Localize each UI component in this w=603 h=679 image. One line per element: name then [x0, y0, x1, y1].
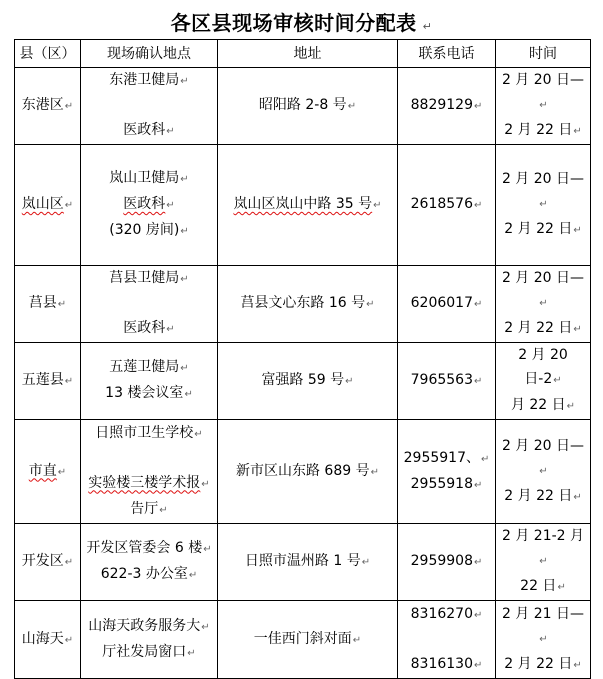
address-cell-text: 日照市温州路 1 号 [244, 553, 361, 569]
header-address: 地址 [218, 40, 398, 68]
address-cell-text: 一佳西门斜对面 [253, 630, 352, 647]
county-cell [15, 68, 81, 145]
paragraph-mark-icon: ↵ [573, 126, 582, 137]
blank-line [83, 447, 215, 471]
header-county: 县（区） [15, 40, 81, 68]
paragraph-mark-icon: ↵ [539, 100, 548, 111]
header-time: 时间 [496, 40, 591, 68]
time-cell-text: 月 22 日 [510, 397, 566, 413]
paragraph-mark-icon: ↵ [347, 101, 357, 112]
phone-cell [398, 68, 496, 145]
time-cell-text: 2 月 20 日-2 [518, 347, 568, 387]
address-cell [218, 343, 398, 420]
paragraph-mark-icon: ↵ [57, 466, 67, 478]
blank-line [83, 292, 215, 316]
paragraph-mark-icon: ↵ [366, 299, 375, 310]
phone-cell [398, 145, 496, 266]
paragraph-mark-icon: ↵ [370, 466, 379, 478]
paragraph-mark-icon: ↵ [194, 428, 203, 440]
county-cell [15, 266, 81, 343]
site-cell-text: 东港卫健局 [109, 72, 180, 88]
paragraph-mark-icon: ↵ [345, 376, 354, 387]
paragraph-mark-icon: ↵ [553, 375, 562, 386]
county-cell-text: 东港区 [21, 97, 64, 113]
paragraph-mark-icon: ↵ [473, 101, 483, 112]
county-cell-text: 岚山区 [21, 196, 64, 212]
site-cell-text: 岚山卫健局 [109, 170, 180, 186]
paragraph-mark-icon: ↵ [64, 101, 74, 112]
paragraph-mark-icon: ↵ [361, 557, 371, 568]
paragraph-mark-icon: ↵ [180, 76, 189, 87]
site-cell-text: 实验楼三楼学术报 [88, 474, 201, 491]
paragraph-mark-icon: ↵ [473, 557, 483, 568]
phone-cell-text: 2959908 [410, 553, 473, 569]
page-title [0, 7, 603, 36]
phone-cell-text: 8316130 [410, 655, 473, 672]
site-cell-text: 五莲卫健局 [109, 359, 180, 375]
paragraph-mark-icon: ↵ [539, 556, 548, 567]
time-cell [496, 145, 591, 266]
site-cell [81, 420, 218, 524]
site-cell-text: 山海天政务服务大 [88, 617, 201, 634]
address-cell [218, 524, 398, 601]
address-cell [218, 145, 398, 266]
paragraph-mark-icon: ↵ [539, 298, 548, 309]
county-cell [15, 601, 81, 679]
paragraph-mark-icon: ↵ [473, 376, 483, 387]
time-cell-text: 2 月 22 日 [504, 221, 573, 237]
phone-cell [398, 524, 496, 601]
phone-cell [398, 601, 496, 679]
county-cell [15, 524, 81, 601]
site-cell-text: 医政科 [123, 122, 166, 138]
site-cell [81, 145, 218, 266]
phone-cell-text: 2955918 [410, 475, 473, 492]
header-site: 现场确认地点 [81, 40, 218, 68]
time-cell-text: 22 日 [520, 578, 557, 594]
table-row [15, 145, 591, 266]
table-row [15, 524, 591, 601]
county-cell [15, 420, 81, 524]
paragraph-mark-icon: ↵ [422, 20, 433, 33]
paragraph-mark-icon: ↵ [573, 324, 582, 335]
blank-line [83, 94, 215, 118]
site-cell-text: 莒县卫健局 [109, 270, 180, 286]
paragraph-mark-icon: ↵ [64, 200, 74, 211]
paragraph-mark-icon: ↵ [180, 363, 189, 374]
address-cell [218, 601, 398, 679]
paragraph-mark-icon: ↵ [352, 634, 362, 646]
county-cell-text: 五莲县 [21, 372, 64, 388]
paragraph-mark-icon: ↵ [473, 659, 483, 671]
address-cell [218, 68, 398, 145]
site-cell [81, 524, 218, 601]
address-cell [218, 420, 398, 524]
paragraph-mark-icon: ↵ [539, 633, 548, 645]
paragraph-mark-icon: ↵ [187, 647, 196, 659]
time-cell-text: 2 月 22 日 [504, 655, 573, 672]
site-cell [81, 343, 218, 420]
time-cell [496, 524, 591, 601]
paragraph-mark-icon: ↵ [166, 126, 175, 137]
paragraph-mark-icon: ↵ [57, 299, 67, 310]
site-cell-text: 13 楼会议室 [105, 385, 184, 401]
county-cell-text: 开发区 [21, 553, 64, 569]
time-cell [496, 343, 591, 420]
paragraph-mark-icon: ↵ [473, 479, 483, 491]
table-row [15, 343, 591, 420]
site-cell-text: 622-3 办公室 [100, 566, 188, 582]
paragraph-mark-icon: ↵ [180, 174, 189, 185]
paragraph-mark-icon: ↵ [473, 200, 483, 211]
paragraph-mark-icon: ↵ [64, 634, 74, 646]
header-phone: 联系电话 [398, 40, 496, 68]
site-cell-text: 开发区管委会 6 楼 [86, 540, 203, 556]
paragraph-mark-icon: ↵ [188, 570, 198, 581]
time-cell [496, 601, 591, 679]
title-text: 各区县现场审核时间分配表 [170, 11, 417, 35]
phone-cell [398, 420, 496, 524]
paragraph-mark-icon: ↵ [573, 659, 582, 671]
table-row [15, 266, 591, 343]
blank-line [400, 628, 493, 652]
paragraph-mark-icon: ↵ [180, 274, 189, 285]
county-cell-text: 山海天 [21, 630, 64, 647]
time-cell-text: 2 月 22 日 [504, 487, 573, 504]
paragraph-mark-icon: ↵ [64, 557, 74, 568]
schedule-table [14, 39, 591, 679]
time-cell-text: 2 月 20 日— [501, 437, 585, 454]
paragraph-mark-icon: ↵ [201, 621, 210, 633]
site-cell-text: 医政科 [123, 196, 166, 212]
paragraph-mark-icon: ↵ [539, 465, 548, 477]
table-row [15, 601, 591, 679]
time-cell [496, 266, 591, 343]
phone-cell [398, 266, 496, 343]
phone-cell-text: 2955917、 [403, 449, 480, 466]
header-row [15, 40, 591, 68]
county-cell-text: 莒县 [28, 295, 57, 311]
address-cell-text: 莒县文心东路 16 号 [240, 295, 366, 311]
table-row [15, 68, 591, 145]
paragraph-mark-icon: ↵ [573, 225, 582, 236]
address-cell [218, 266, 398, 343]
phone-cell-text: 8829129 [410, 97, 473, 113]
site-cell-text: (320 房间) [109, 222, 180, 238]
paragraph-mark-icon: ↵ [539, 199, 548, 210]
phone-cell [398, 343, 496, 420]
address-cell-text: 昭阳路 2-8 号 [258, 97, 347, 113]
site-cell [81, 68, 218, 145]
time-cell-text: 2 月 21-2 月 [501, 528, 585, 544]
time-cell-text: 2 月 21 日— [501, 605, 585, 622]
time-cell-text: 2 月 20 日— [501, 270, 585, 286]
paragraph-mark-icon: ↵ [180, 226, 189, 237]
address-cell-text: 富强路 59 号 [261, 372, 345, 388]
site-cell-text: 医政科 [123, 320, 166, 336]
time-cell-text: 2 月 20 日— [501, 171, 585, 187]
time-cell-text: 2 月 22 日 [504, 122, 573, 138]
time-cell [496, 420, 591, 524]
county-cell [15, 343, 81, 420]
phone-cell-text: 6206017 [410, 295, 473, 311]
paragraph-mark-icon: ↵ [373, 200, 382, 211]
paragraph-mark-icon: ↵ [64, 376, 74, 387]
paragraph-mark-icon: ↵ [166, 200, 175, 211]
phone-cell-text: 2618576 [410, 196, 473, 212]
county-cell-text: 市直 [28, 462, 57, 479]
paragraph-mark-icon: ↵ [166, 324, 175, 335]
site-cell-text: 厅社发局窗口 [102, 643, 187, 660]
paragraph-mark-icon: ↵ [473, 299, 483, 310]
paragraph-mark-icon: ↵ [480, 453, 490, 465]
paragraph-mark-icon: ↵ [473, 609, 483, 621]
address-cell-text: 新市区山东路 689 号 [235, 462, 370, 479]
site-cell [81, 601, 218, 679]
time-cell-text: 2 月 20 日— [501, 72, 585, 88]
phone-cell-text: 8316270 [410, 605, 473, 622]
time-cell-text: 2 月 22 日 [504, 320, 573, 336]
paragraph-mark-icon: ↵ [573, 491, 582, 503]
site-cell-text: 告厅 [130, 500, 159, 517]
paragraph-mark-icon: ↵ [557, 582, 566, 593]
paragraph-mark-icon: ↵ [184, 389, 193, 400]
site-cell [81, 266, 218, 343]
time-cell [496, 68, 591, 145]
paragraph-mark-icon: ↵ [566, 401, 576, 412]
site-cell-text: 日照市卫生学校 [95, 424, 194, 441]
paragraph-mark-icon: ↵ [203, 544, 212, 555]
paragraph-mark-icon: ↵ [201, 478, 210, 490]
paragraph-mark-icon: ↵ [159, 504, 168, 516]
county-cell [15, 145, 81, 266]
address-cell-text: 岚山区岚山中路 35 号 [233, 196, 373, 212]
table-row [15, 420, 591, 524]
phone-cell-text: 7965563 [410, 372, 473, 388]
